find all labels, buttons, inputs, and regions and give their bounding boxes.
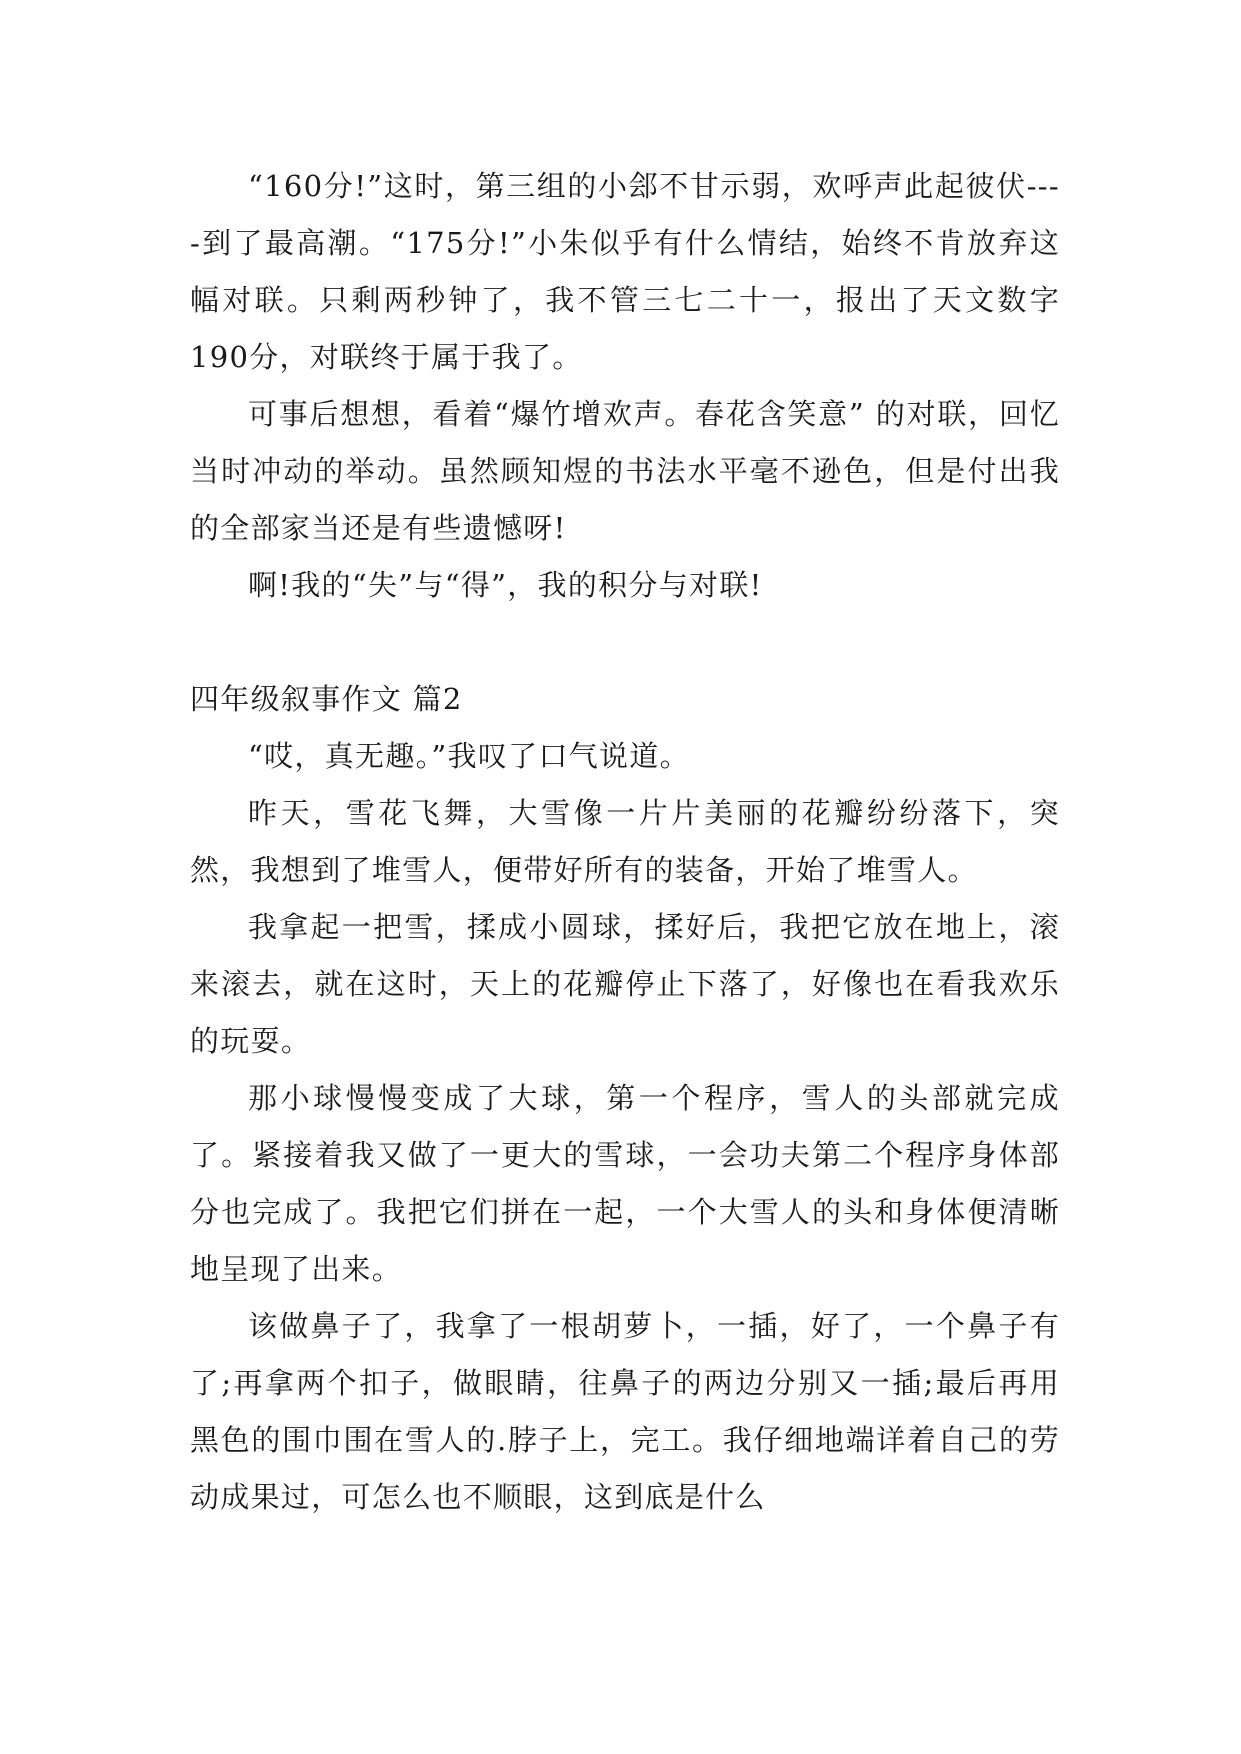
paragraph: 该做鼻子了，我拿了一根胡萝卜，一插，好了，一个鼻子有了;再拿两个扣子，做眼睛，往鼻子的两边分别又一插;最后再用黑色的围巾围在雪人的.脖子上，完工。我仔细地端详着自己的劳动成果过，可怎么也不顺眼，这到底是什么 [190, 1309, 1060, 1514]
paragraph: 可事后想想，看着“爆竹增欢声。春花含笑意” 的对联，回忆当时冲动的举动。虽然顾知煜的书法水平毫不逊色，但是付出我的全部家当还是有些遗憾呀! [190, 397, 1060, 545]
paragraph: 啊!我的“失”与“得”，我的积分与对联! [248, 568, 763, 602]
paragraph: 那小球慢慢变成了大球，第一个程序，雪人的头部就完成了。紧接着我又做了一更大的雪球，一会功夫第二个程序身体部分也完成了。我把它们拼在一起，一个大雪人的头和身体便清晰地呈现了出来。 [190, 1081, 1060, 1286]
section-divider [190, 614, 1060, 671]
paragraph: “哎，真无趣。”我叹了口气说道。 [248, 739, 690, 773]
paragraph: “160分!”这时，第三组的小郐不甘示弱，欢呼声此起彼伏----到了最高潮。“175分!”小朱似乎有什么情结，始终不肯放弃这幅对联。只剩两秒钟了，我不管三七二十一，报出了天文数字190分，对联终于属于我了。 [190, 169, 1060, 374]
section-title: 四年级叙事作文 篇2 [190, 682, 463, 716]
document-body [190, 158, 1060, 1526]
paragraph: 我拿起一把雪，揉成小圆球，揉好后，我把它放在地上，滚来滚去，就在这时，天上的花瓣停止下落了，好像也在看我欢乐的玩耍。 [190, 910, 1060, 1058]
paragraph: 昨天，雪花飞舞，大雪像一片片美丽的花瓣纷纷落下，突然，我想到了堆雪人，便带好所有的装备，开始了堆雪人。 [190, 796, 1060, 887]
